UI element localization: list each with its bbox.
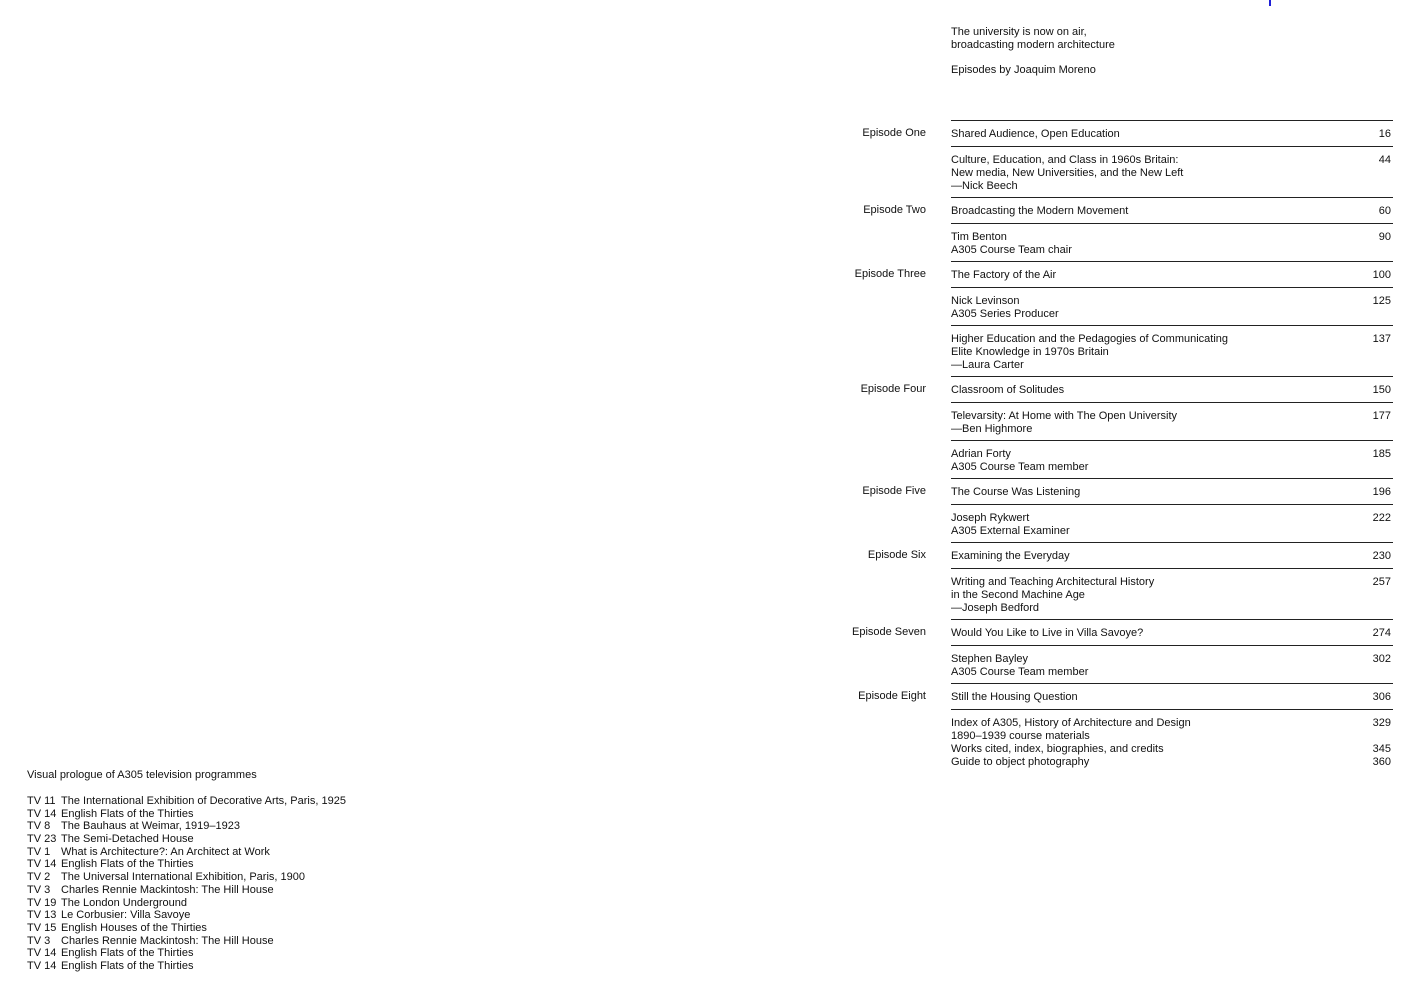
entry-title [951,231,1072,257]
episode-label [845,223,951,230]
programme-item [27,960,527,973]
programme-title: The Bauhaus at Weimar, 1919–1923 [61,820,240,833]
page-number-value: 274 [1372,627,1391,639]
entry-title [951,384,1064,397]
page-number-value: 90 [1378,231,1391,243]
entry-title [951,128,1120,141]
page-number [1379,154,1391,193]
toc-entry[interactable] [951,568,1393,615]
entry-title [951,269,1056,282]
episode-label [845,504,951,511]
programme-item [27,858,527,871]
entry-line: Nick Levinson [951,295,1020,307]
toc-row [845,440,1393,478]
entry-line: Broadcasting the Modern Movement [951,205,1129,217]
page-number-value: 100 [1372,269,1391,281]
entry-line: Guide to object photography [951,756,1090,768]
programme-title: English Flats of the Thirties [61,807,194,820]
programme-code: TV 13 [27,909,57,922]
toc-row [845,376,1393,402]
episode-label [845,440,951,447]
toc-entry[interactable] [951,440,1393,474]
episode-label [845,402,951,409]
page-number-value: 196 [1372,486,1391,498]
programme-item [27,947,527,960]
page-number [1373,653,1391,679]
programme-title: English Flats of the Thirties [61,858,194,871]
programme-item [27,871,527,884]
entry-line: Tim Benton [951,231,1007,243]
entry-line: The Course Was Listening [951,486,1081,498]
toc-entry[interactable] [951,261,1393,282]
entry-title [951,627,1143,640]
episode-label [845,709,951,716]
entry-title [951,576,1154,615]
page-number-value: 302 [1372,653,1391,665]
entry-line: Televarsity: At Home with The Open University [951,410,1177,422]
programme-code: TV 14 [27,858,57,871]
entry-line: Would You Like to Live in Villa Savoye? [951,627,1144,639]
episode-label [845,568,951,575]
toc-row [845,709,1393,769]
entry-line: A305 Series Producer [951,308,1059,320]
toc-entry[interactable] [951,683,1393,704]
entry-title [951,486,1080,499]
prologue-title: Visual prologue of A305 television programmes [27,769,257,781]
episode-label [845,325,951,332]
programme-item [27,935,527,948]
episode-label: Episode Seven [852,626,926,638]
programme-code: TV 11 [27,795,56,807]
toc-row [845,645,1393,683]
programme-title: The Universal International Exhibition, Paris, 1900 [61,871,305,884]
entry-line: in the Second Machine Age [951,589,1085,601]
episode-label: Episode Five [862,485,926,497]
programme-item [27,922,527,935]
toc-row [845,504,1393,542]
toc-entry[interactable] [951,376,1393,397]
entry-line: A305 Course Team chair [951,244,1072,256]
toc-entry[interactable] [951,120,1393,141]
programme-code: TV 1 [27,845,51,858]
page-number [1373,717,1391,769]
programme-code: TV 2 [27,871,51,884]
page-number-value: 44 [1378,154,1391,166]
toc-row [845,120,1393,146]
entry-title [951,333,1228,372]
entry-line: The Factory of the Air [951,269,1057,281]
toc-row [845,402,1393,440]
page-number [1373,295,1391,321]
page-number-value: 177 [1372,410,1391,422]
episode-label [845,146,951,153]
programme-code: TV 14 [27,947,57,960]
page-number-value: 185 [1372,448,1391,460]
page-number-value: 16 [1378,128,1391,140]
page-number [1373,691,1391,704]
programme-title: The International Exhibition of Decorative Arts, Paris, 1925 [61,795,346,807]
programme-item [27,846,527,859]
page-number-value: 360 [1372,756,1391,768]
toc-entry[interactable] [951,478,1393,499]
toc-row [845,542,1393,568]
programme-code: TV 14 [27,959,57,972]
page-number-value: 60 [1378,205,1391,217]
entry-title [951,691,1078,704]
programme-title: The London Underground [61,896,187,909]
page-number-value: 257 [1372,576,1391,588]
entry-line: —Laura Carter [951,359,1024,371]
page-number [1373,269,1391,282]
entry-line: Works cited, index, biographies, and credits [951,743,1164,755]
toc-entry[interactable] [951,645,1393,679]
programme-code: TV 23 [27,833,57,846]
page-number [1379,128,1391,141]
entry-title [951,550,1070,563]
entry-line: A305 Course Team member [951,461,1089,473]
page-number [1379,231,1391,257]
programme-title: The Semi-Detached House [61,833,194,846]
page-number-value: 329 [1372,717,1391,729]
entry-line: —Joseph Bedford [951,602,1040,614]
episode-label: Episode Two [863,204,926,216]
episode-label: Episode Eight [858,690,926,702]
programme-title: Charles Rennie Mackintosh: The Hill House [61,934,274,947]
intro-line-2: broadcasting modern architecture [951,39,1115,51]
entry-line: New media, New Universities, and the New Left [951,167,1184,179]
entry-title [951,154,1183,193]
entry-title [951,295,1059,321]
entry-line: —Ben Highmore [951,423,1033,435]
toc-entry[interactable] [951,402,1393,436]
episode-label: Episode Three [854,268,926,280]
programme-code: TV 14 [27,807,57,820]
episode-label: Episode Six [867,549,926,561]
entry-line: A305 External Examiner [951,525,1070,537]
programme-item [27,808,527,821]
toc-entry[interactable] [951,287,1393,321]
entry-line: Joseph Rykwert [951,512,1030,524]
programme-code: TV 3 [27,883,51,896]
page-number [1373,448,1391,474]
intro-line-1: The university is now on air, [951,26,1087,38]
toc-row [845,683,1393,709]
toc-entry[interactable] [951,223,1393,257]
programme-title: What is Architecture?: An Architect at Work [61,845,270,858]
episode-label: Episode Four [860,383,926,395]
page-number-value: 150 [1372,384,1391,396]
toc-entry[interactable] [951,146,1393,193]
episode-label: Episode One [862,127,926,139]
intro-block [951,26,1391,77]
table-of-contents [845,120,1393,769]
entry-line: Index of A305, History of Architecture and Design [951,717,1191,729]
programme-item [27,909,527,922]
page-number-value: 230 [1372,550,1391,562]
page-number-value: 222 [1372,512,1391,524]
entry-title [951,653,1088,679]
visual-prologue [27,769,527,973]
toc-row [845,325,1393,376]
toc-row [845,287,1393,325]
entry-line: Higher Education and the Pedagogies of Communicating [951,333,1229,345]
toc-entry[interactable] [951,504,1393,538]
programme-code: TV 19 [27,896,57,909]
programme-title: Le Corbusier: Villa Savoye [61,909,191,922]
intro-byline: Episodes by Joaquim Moreno [951,64,1096,76]
toc-entry[interactable] [951,197,1393,218]
toc-entry[interactable] [951,542,1393,563]
entry-line: Still the Housing Question [951,691,1078,703]
entry-line: Shared Audience, Open Education [951,128,1120,140]
toc-entry[interactable] [951,325,1393,372]
toc-row [845,261,1393,287]
entry-line: Stephen Bayley [951,653,1029,665]
programme-title: English Flats of the Thirties [61,959,194,972]
programme-item [27,795,527,808]
programme-title: English Flats of the Thirties [61,947,194,960]
toc-entry[interactable] [951,709,1393,769]
page-number-value: 345 [1372,743,1391,755]
toc-row [845,568,1393,619]
entry-line: —Nick Beech [951,180,1018,192]
page-number [1373,550,1391,563]
page-number-value: 125 [1372,295,1391,307]
programme-item [27,820,527,833]
page-number [1373,384,1391,397]
entry-line: Elite Knowledge in 1970s Britain [951,346,1109,358]
entry-line: Adrian Forty [951,448,1011,460]
toc-row [845,197,1393,223]
page-number [1373,576,1391,615]
page-number [1373,333,1391,372]
programme-code: TV 15 [27,921,57,934]
page-number [1379,205,1391,218]
programme-code: TV 8 [27,820,51,833]
entry-title [951,717,1191,769]
toc-row [845,223,1393,261]
entry-line: Classroom of Solitudes [951,384,1065,396]
entry-title [951,410,1177,436]
programme-code: TV 3 [27,934,51,947]
toc-entry[interactable] [951,619,1393,640]
toc-row [845,619,1393,645]
entry-title [951,205,1128,218]
programme-item [27,897,527,910]
entry-line: 1890–1939 course materials [951,730,1090,742]
page-number-value: 137 [1372,333,1391,345]
page-number-value: 306 [1372,691,1391,703]
programme-item [27,884,527,897]
page-number [1373,486,1391,499]
entry-title [951,448,1088,474]
page-marker [1269,0,1271,6]
toc-row [845,478,1393,504]
entry-title [951,512,1070,538]
programme-list [27,795,527,973]
toc-row [845,146,1393,197]
programme-item [27,833,527,846]
page-number [1373,410,1391,436]
entry-line: Culture, Education, and Class in 1960s Britain: [951,154,1179,166]
entry-line: Writing and Teaching Architectural History [951,576,1155,588]
page-number [1373,512,1391,538]
episode-label [845,645,951,652]
programme-title: English Houses of the Thirties [61,921,207,934]
entry-line: Examining the Everyday [951,550,1070,562]
page-number [1373,627,1391,640]
entry-line: A305 Course Team member [951,666,1089,678]
episode-label [845,287,951,294]
page-number-value [1373,730,1391,743]
programme-title: Charles Rennie Mackintosh: The Hill House [61,883,274,896]
